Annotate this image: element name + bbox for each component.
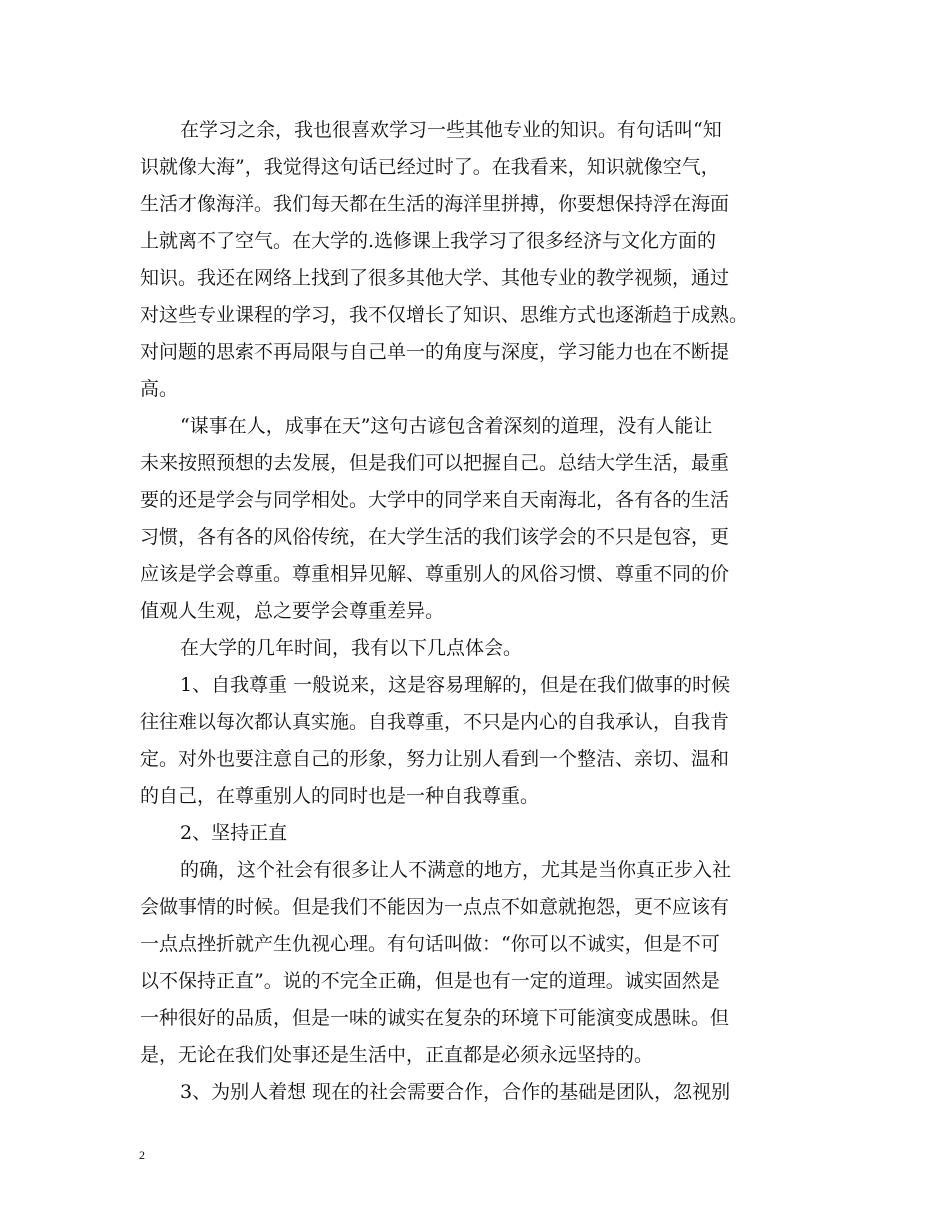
text-line: 知识。我还在网络上找到了很多其他大学、其他专业的教学视频，通过 xyxy=(140,267,730,289)
text-line: 的确，这个社会有很多让人不满意的地方，尤其是当你真正步入社 xyxy=(180,859,732,881)
text-line: 一点点挫折就产生仇视心理。有句话叫做：“你可以不诚实，但是不可 xyxy=(140,933,720,955)
text-line: 一种很好的品质，但是一味的诚实在复杂的环境下可能演变成愚昧。但 xyxy=(140,1007,730,1029)
text-line: 上就离不了空气。在大学的.选修课上我学习了很多经济与文化方面的 xyxy=(140,230,717,252)
text-line: 3、为别人着想 现在的社会需要合作，合作的基础是团队，忽视别 xyxy=(180,1081,731,1103)
body-text xyxy=(140,112,820,1111)
text-line: “谋事在人，成事在天”这句古谚包含着深刻的道理，没有人能让 xyxy=(180,415,713,437)
text-line: 2、坚持正直 xyxy=(180,822,288,844)
text-line: 会做事情的时候。但是我们不能因为一点点不如意就抱怨，更不应该有 xyxy=(140,896,730,918)
text-line: 1、自我尊重 一般说来，这是容易理解的，但是在我们做事的时候 xyxy=(180,674,731,696)
text-line: 往往难以每次都认真实施。自我尊重，不只是内心的自我承认，自我肯 xyxy=(140,711,730,733)
text-line: 习惯，各有各的风俗传统，在大学生活的我们该学会的不只是包容，更 xyxy=(140,526,730,548)
text-line: 值观人生观，总之要学会尊重差异。 xyxy=(140,600,445,622)
text-line: 生活才像海洋。我们每天都在生活的海洋里拼搏，你要想保持浮在海面 xyxy=(140,193,730,215)
text-line: 是，无论在我们处事还是生活中，正直都是必须永远坚持的。 xyxy=(140,1044,654,1066)
text-line: 要的还是学会与同学相处。大学中的同学来自天南海北，各有各的生活 xyxy=(140,489,730,511)
text-line: 在大学的几年时间，我有以下几点体会。 xyxy=(180,637,523,659)
text-line: 以不保持正直”。说的不完全正确，但是也有一定的道理。诚实固然是 xyxy=(140,970,720,992)
text-line: 应该是学会尊重。尊重相异见解、尊重别人的风俗习惯、尊重不同的价 xyxy=(140,563,730,585)
text-line: 在学习之余，我也很喜欢学习一些其他专业的知识。有句话叫“知 xyxy=(180,119,722,141)
text-line: 的自己，在尊重别人的同时也是一种自我尊重。 xyxy=(140,785,540,807)
text-line: 对这些专业课程的学习，我不仅增长了知识、思维方式也逐渐趋于成熟。 xyxy=(140,304,749,326)
text-line: 高。 xyxy=(140,378,179,400)
text-line: 识就像大海”，我觉得这句话已经过时了。在我看来，知识就像空气， xyxy=(140,156,720,178)
page-number: 2 xyxy=(139,1148,145,1162)
text-line: 定。对外也要注意自己的形象，努力让别人看到一个整洁、亲切、温和 xyxy=(140,748,730,770)
text-line: 对问题的思索不再局限与自己单一的角度与深度，学习能力也在不断提 xyxy=(140,341,730,363)
text-line: 未来按照预想的去发展，但是我们可以把握自己。总结大学生活，最重 xyxy=(140,452,730,474)
